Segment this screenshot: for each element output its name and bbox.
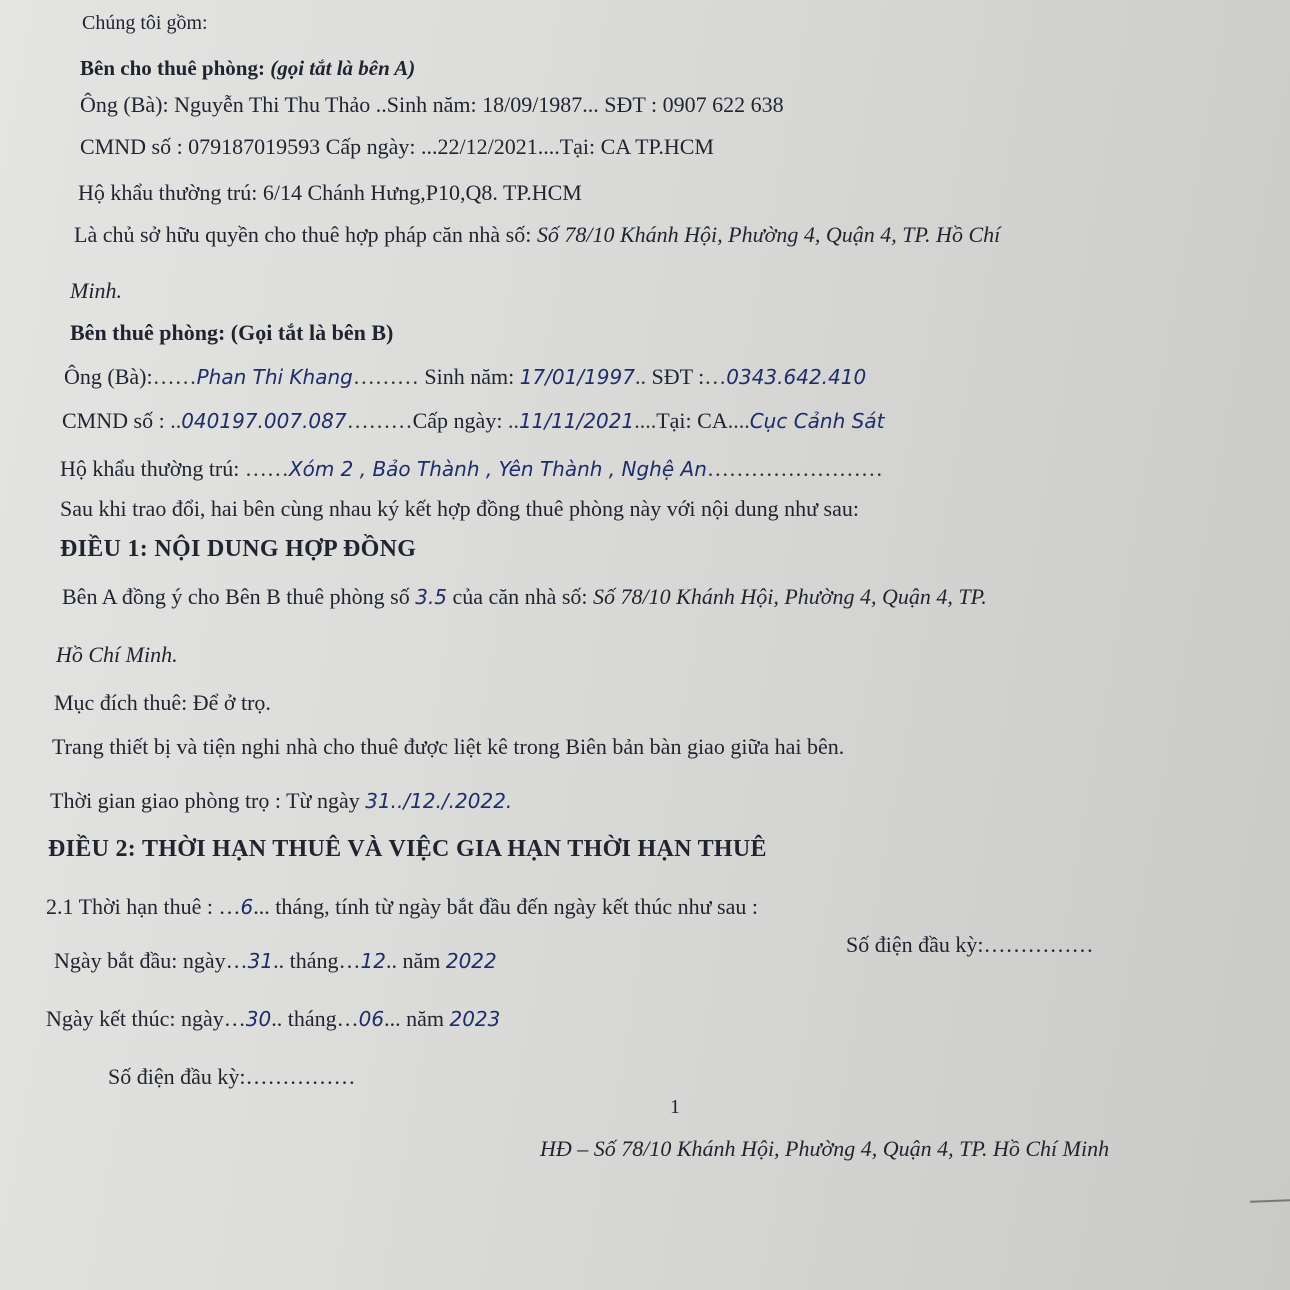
article1-heading (60, 536, 416, 563)
party-b-heading-text: Bên thuê phòng: (Gọi tắt là bên B) (70, 320, 394, 345)
party-b-birth-value: 17/01/1997 (519, 365, 635, 389)
party-b-name-line: Ông (Bà):……Phan Thi Khang……… Sinh năm: 17/01/1997.. SĐT :…0343.642.410 (64, 364, 867, 389)
party-b-phone-value: 0343.642.410 (726, 365, 867, 389)
meter-right-text: Số điện đầu kỳ:…………… (846, 932, 1094, 957)
party-b-residence-line: Hộ khẩu thường trú: ……Xóm 2 , Bảo Thành , Yên Thành , Nghệ An…………………… (60, 456, 883, 481)
footer-doc-ref-text: HĐ – Số 78/10 Khánh Hội, Phường 4, Quận 4, TP. Hồ Chí Minh (540, 1136, 1110, 1161)
party-a-residence-text: Hộ khẩu thường trú: 6/14 Chánh Hưng,P10,Q8. TP.HCM (78, 180, 582, 205)
party-a-id-text: CMND số : 079187019593 Cấp ngày: ...22/12/2021....Tại: CA TP.HCM (80, 134, 714, 159)
handover-prefix: Thời gian giao phòng trọ : Từ ngày (50, 788, 366, 813)
handover-date: 31../12./.2022. (365, 789, 513, 813)
start-month: 12 (360, 949, 386, 973)
meter-right-line (846, 932, 1094, 958)
article1-equipment (52, 734, 844, 760)
intro-line (82, 12, 208, 35)
article1-room-line (62, 584, 987, 610)
party-b-birth-label: Sinh năm: (424, 364, 520, 389)
party-b-name-value: Phan Thi Khang (196, 365, 353, 389)
end-month-label: .. tháng… (271, 1006, 359, 1031)
meter-left-line (108, 1064, 356, 1090)
room-prefix: Bên A đồng ý cho Bên B thuê phòng số (62, 584, 416, 609)
article1-room-cont (56, 642, 178, 668)
party-b-residence-label: Hộ khẩu thường trú: (60, 456, 245, 481)
footer-doc-ref (540, 1136, 1109, 1162)
party-a-owner-cont (70, 278, 122, 304)
party-b-residence-value: Xóm 2 , Bảo Thành , Yên Thành , Nghệ An (288, 457, 707, 481)
party-b-place-label: Tại: CA (656, 408, 728, 433)
term-months: 6 (240, 895, 254, 919)
start-year-label: .. năm (385, 948, 446, 973)
intro-text: Chúng tôi gồm: (82, 12, 208, 34)
party-b-place-value: Cục Cảnh Sát (749, 409, 885, 433)
party-a-owner-line (74, 222, 1000, 248)
party-b-name-label: Ông (Bà): (64, 364, 153, 389)
purpose-text: Mục đích thuê: Để ở trọ. (54, 690, 271, 715)
end-month: 06 (358, 1007, 385, 1031)
meter-left-text: Số điện đầu kỳ:…………… (108, 1064, 356, 1089)
page-number-text: 1 (670, 1096, 680, 1118)
article2-heading (48, 836, 767, 863)
article1-heading-text: ĐIỀU 1: NỘI DUNG HỢP ĐỒNG (60, 536, 417, 562)
room-number: 3.5 (415, 585, 448, 609)
term-prefix: 2.1 Thời hạn thuê : … (46, 894, 241, 919)
party-a-heading-note: (gọi tắt là bên A) (270, 56, 416, 80)
room-mid: của căn nhà số: (447, 584, 594, 609)
start-year: 2022 (445, 949, 497, 973)
start-day: 31 (247, 949, 274, 973)
party-b-id-value: 040197.007.087 (181, 409, 347, 433)
party-a-heading-text: Bên cho thuê phòng: (80, 56, 271, 80)
party-a-residence-line (78, 180, 582, 206)
start-label: Ngày bắt đầu: ngày… (54, 948, 248, 973)
party-b-issue-label: Cấp ngày: (412, 408, 508, 433)
agreement-text: Sau khi trao đổi, hai bên cùng nhau ký kết hợp đồng thuê phòng này với nội dung như sau: (60, 496, 859, 521)
party-b-heading (70, 320, 393, 346)
end-date-line (46, 1006, 500, 1032)
party-b-id-line: CMND số : ..040197.007.087………Cấp ngày: ..11/11/2021....Tại: CA....Cục Cảnh Sát (62, 408, 885, 433)
article2-term-line (46, 894, 758, 920)
party-a-id-line (80, 134, 714, 160)
party-b-issue-value: 11/11/2021 (518, 409, 635, 433)
party-b-id-label: CMND số : (62, 408, 171, 433)
owner-address-cont: Minh. (70, 278, 122, 303)
agreement-line (60, 496, 859, 522)
article1-purpose (54, 690, 271, 716)
end-year-label: ... năm (384, 1006, 450, 1031)
owner-address: Số 78/10 Khánh Hội, Phường 4, Quận 4, TP. Hồ Chí (536, 222, 1001, 247)
party-b-phone-label: SĐT : (651, 364, 705, 389)
term-suffix: ... tháng, tính từ ngày bắt đầu đến ngày kết thúc như sau : (253, 894, 758, 919)
paper-edge-mark (1250, 1199, 1290, 1202)
room-address-cont: Hồ Chí Minh. (56, 642, 178, 667)
party-a-name-text: Ông (Bà): Nguyễn Thi Thu Thảo ..Sinh năm: 18/09/1987... SĐT : 0907 622 638 (80, 92, 784, 117)
start-date-line (54, 948, 497, 974)
party-a-name-line (80, 92, 784, 118)
equipment-text: Trang thiết bị và tiện nghi nhà cho thuê được liệt kê trong Biên bản bàn giao giữa hai bên. (52, 734, 845, 759)
page-number (670, 1096, 680, 1119)
start-month-label: .. tháng… (273, 948, 361, 973)
end-year: 2023 (449, 1007, 501, 1031)
room-address: Số 78/10 Khánh Hội, Phường 4, Quận 4, TP. (593, 584, 987, 609)
owner-prefix: Là chủ sở hữu quyền cho thuê hợp pháp căn nhà số: (74, 222, 537, 247)
article2-heading-text: ĐIỀU 2: THỜI HẠN THUÊ VÀ VIỆC GIA HẠN THỜI HẠN THUÊ (48, 836, 767, 862)
article1-handover (50, 788, 512, 814)
end-day: 30 (245, 1007, 272, 1031)
party-a-heading (80, 56, 415, 81)
end-label: Ngày kết thúc: ngày… (46, 1006, 246, 1031)
